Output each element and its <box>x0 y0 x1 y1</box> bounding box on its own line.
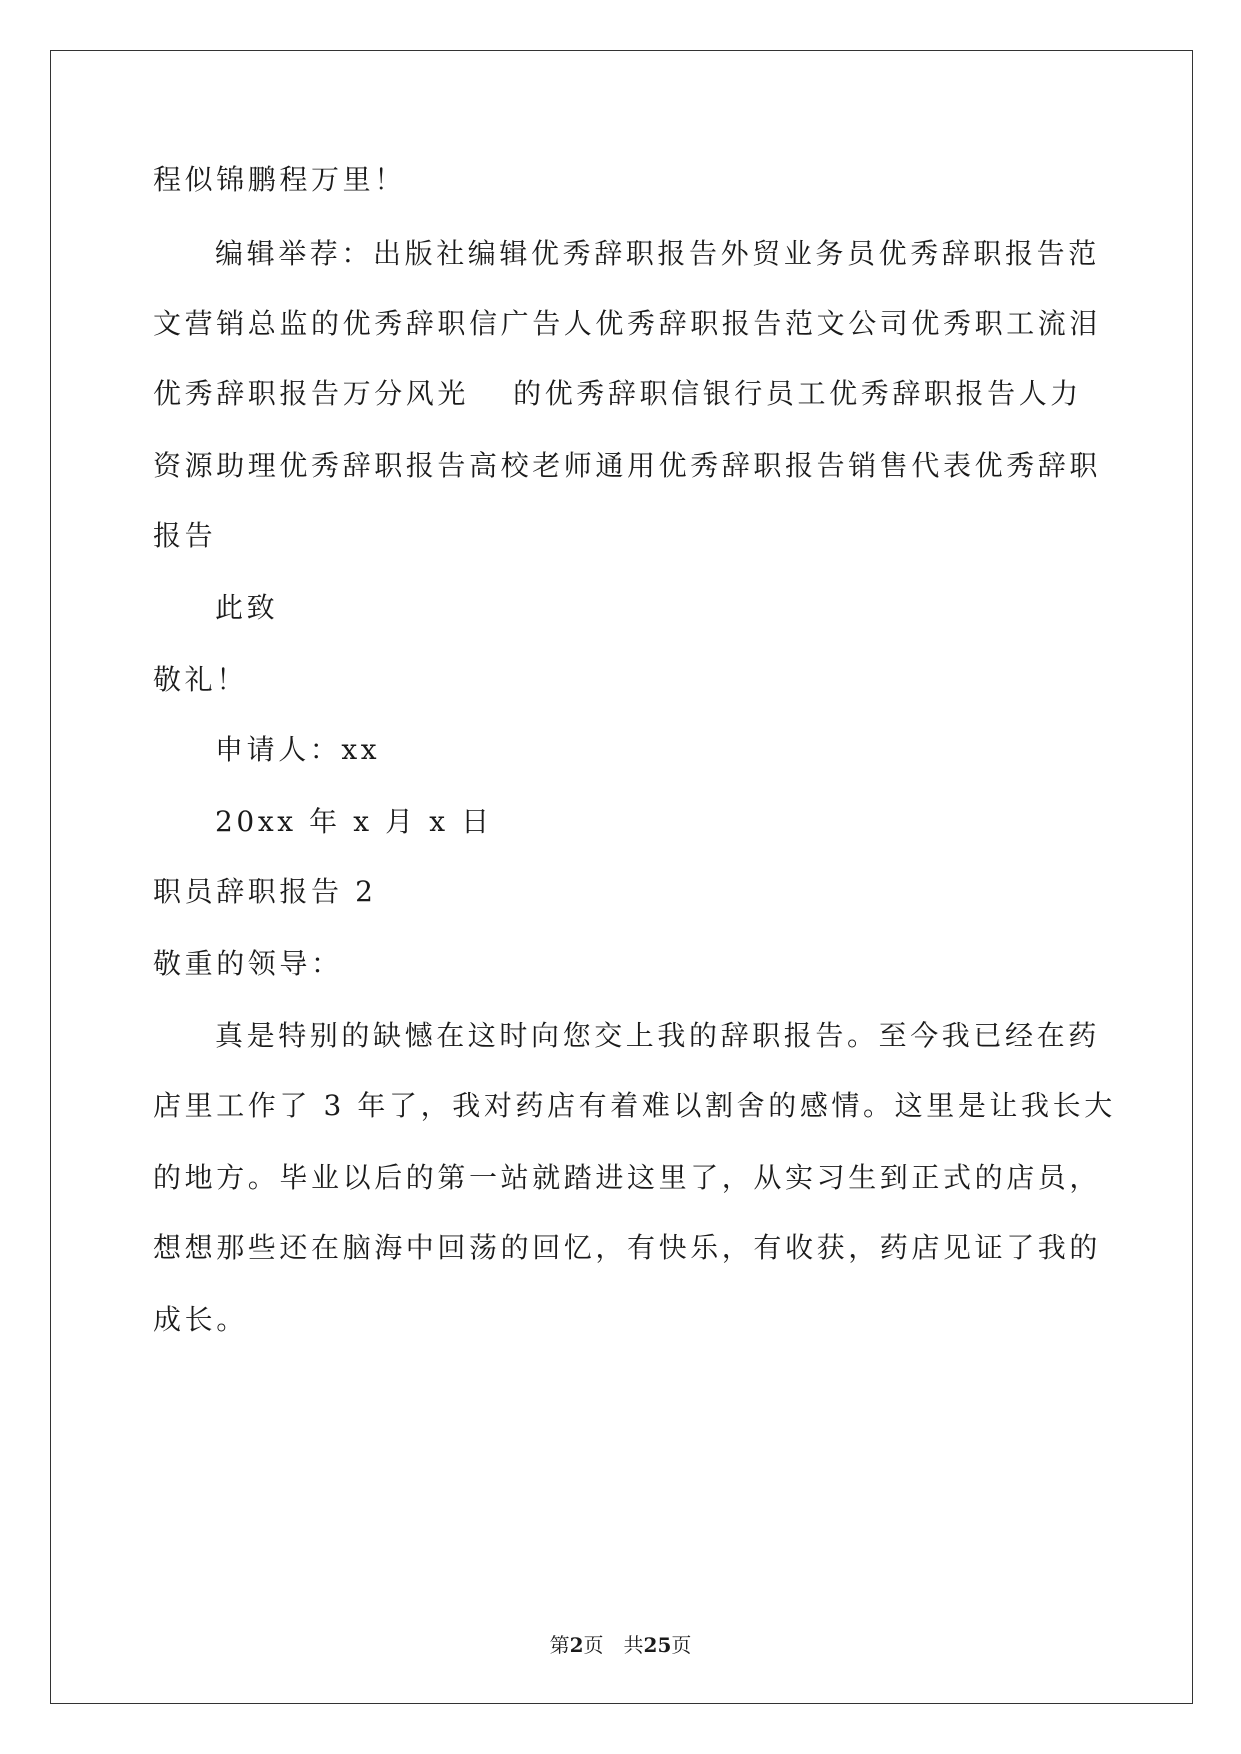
text-line: 报告 <box>153 519 217 552</box>
text-line: 文营销总监的优秀辞职信广告人优秀辞职报告范文公司优秀职工流泪 <box>153 307 1102 340</box>
footer-mid: 页 共 <box>583 1633 644 1657</box>
text-line: 的地方。毕业以后的第一站就踏进这里了，从实习生到正式的店员， <box>153 1161 1102 1194</box>
text-line: 编辑举荐：出版社编辑优秀辞职报告外贸业务员优秀辞职报告范 <box>215 237 1100 270</box>
text-line: 店里工作了 3 年了，我对药店有着难以割舍的感情。这里是让我长大 <box>153 1089 1116 1122</box>
text-line: 想想那些还在脑海中回荡的回忆，有快乐，有收获，药店见证了我的 <box>153 1231 1102 1264</box>
text-line: 优秀辞职报告万分风光 的优秀辞职信银行员工优秀辞职报告人力 <box>153 377 1082 410</box>
applicant: 申请人：xx <box>215 733 381 766</box>
footer-prefix: 第 <box>549 1633 570 1657</box>
date: 20xx 年 x 月 x 日 <box>215 805 493 838</box>
text-line: 成长。 <box>153 1303 248 1336</box>
page-total: 25 <box>643 1633 672 1657</box>
greeting: 敬重的领导： <box>153 947 343 980</box>
footer-suffix: 页 <box>671 1633 692 1657</box>
page-number: 2 <box>569 1633 584 1657</box>
text-line: 程似锦鹏程万里！ <box>153 163 406 196</box>
section-title: 职员辞职报告 2 <box>153 875 377 908</box>
text-line: 资源助理优秀辞职报告高校老师通用优秀辞职报告销售代表优秀辞职 <box>153 449 1102 482</box>
page-footer <box>0 1632 1241 1658</box>
closing-regards: 敬礼！ <box>153 663 248 696</box>
closing-salutation: 此致 <box>215 591 279 624</box>
text-line: 真是特别的缺憾在这时向您交上我的辞职报告。至今我已经在药 <box>215 1019 1100 1052</box>
